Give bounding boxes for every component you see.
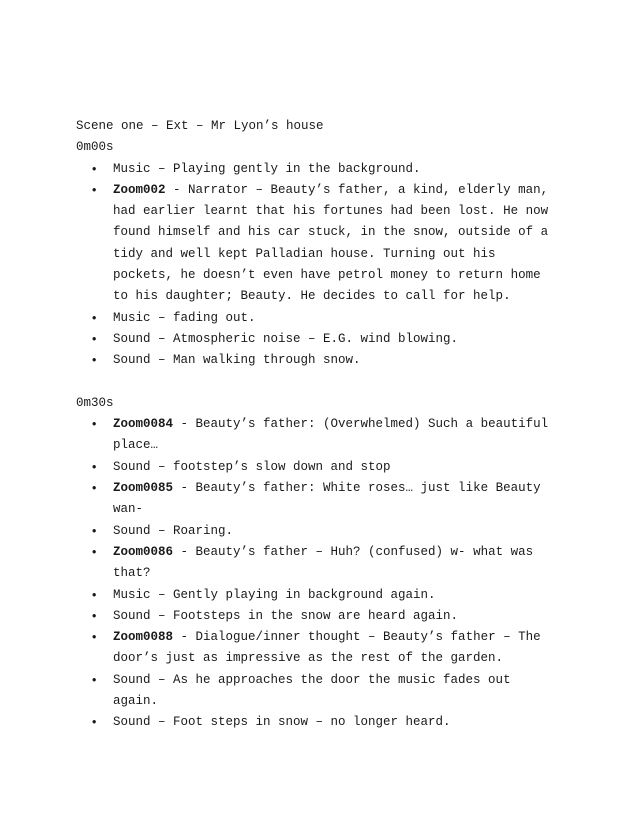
script-content <box>76 116 576 734</box>
cue-line: to his daughter; Beauty. He decides to call for help. <box>113 289 511 304</box>
bullet-icon: • <box>92 353 97 368</box>
cue-line: wan- <box>113 502 144 517</box>
cue-item <box>76 542 576 585</box>
cue-item <box>76 478 576 521</box>
shot-code: Zoom002 <box>113 182 166 197</box>
cue-line: had earlier learnt that his fortunes had been lost. He now <box>113 204 549 219</box>
cue-item <box>76 585 576 606</box>
cue-line: Sound – footstep’s slow down and stop <box>113 459 391 474</box>
bullet-icon: • <box>92 672 97 687</box>
cue-item <box>76 457 576 478</box>
cue-line: that? <box>113 566 151 581</box>
shot-code: Zoom0084 <box>113 417 174 432</box>
bullet-icon: • <box>92 608 97 623</box>
cue-line: Music – fading out. <box>113 310 256 325</box>
cue-line: door’s just as impressive as the rest of the garden. <box>113 651 504 666</box>
bullet-icon: • <box>92 331 97 346</box>
bullet-icon: • <box>92 417 97 432</box>
cue-item <box>76 670 576 713</box>
cue-line: found himself and his car stuck, in the snow, outside of a <box>113 225 549 240</box>
bullet-icon: • <box>92 161 97 176</box>
bullet-icon: • <box>92 587 97 602</box>
cue-line: Sound – Man walking through snow. <box>113 353 361 368</box>
bullet-icon: • <box>92 481 97 496</box>
cue-item <box>76 627 576 670</box>
shot-code: Zoom0088 <box>113 630 174 645</box>
cue-item <box>76 521 576 542</box>
cue-item <box>76 180 576 308</box>
cue-item <box>76 159 576 180</box>
cue-line: tidy and well kept Palladian house. Turning out his <box>113 246 496 261</box>
bullet-icon: • <box>92 715 97 730</box>
bullet-icon: • <box>92 310 97 325</box>
timestamp: 0m30s <box>76 395 114 410</box>
cue-list <box>76 414 576 733</box>
cue-item <box>76 712 576 733</box>
cue-item <box>76 329 576 350</box>
cue-item <box>76 414 576 457</box>
cue-line: Sound – Footsteps in the snow are heard again. <box>113 608 459 623</box>
cue-line: Music – Gently playing in background again. <box>113 587 436 602</box>
cue-line: pockets, he doesn’t even have petrol money to return home <box>113 268 541 283</box>
cue-line: place… <box>113 438 159 453</box>
cue-line: Sound – Atmospheric noise – E.G. wind blowing. <box>113 331 459 346</box>
cue-line: Zoom0088 - Dialogue/inner thought – Beauty’s father – The <box>113 630 541 645</box>
bullet-icon: • <box>92 459 97 474</box>
cue-item <box>76 350 576 371</box>
cue-line: Zoom002 - Narrator – Beauty’s father, a kind, elderly man, <box>113 182 549 197</box>
sections <box>76 137 576 733</box>
cue-line: Sound – As he approaches the door the music fades out <box>113 672 511 687</box>
bullet-icon: • <box>92 523 97 538</box>
timestamp: 0m00s <box>76 140 114 155</box>
cue-line: Music – Playing gently in the background. <box>113 161 421 176</box>
cue-line: Sound – Foot steps in snow – no longer heard. <box>113 715 451 730</box>
scene-heading: Scene one – Ext – Mr Lyon’s house <box>76 119 324 133</box>
bullet-icon: • <box>92 182 97 197</box>
bullet-icon: • <box>92 544 97 559</box>
cue-item <box>76 606 576 627</box>
bullet-icon: • <box>92 630 97 645</box>
shot-code: Zoom0086 <box>113 544 174 559</box>
cue-item <box>76 308 576 329</box>
section-spacer <box>76 372 576 393</box>
cue-line: again. <box>113 694 159 709</box>
cue-line: Zoom0086 - Beauty’s father – Huh? (confused) w- what was <box>113 544 534 559</box>
cue-line: Zoom0084 - Beauty’s father: (Overwhelmed) Such a beautiful <box>113 417 549 432</box>
cue-line: Zoom0085 - Beauty’s father: White roses… just like Beauty <box>113 481 541 496</box>
cue-line: Sound – Roaring. <box>113 523 234 538</box>
shot-code: Zoom0085 <box>113 481 174 496</box>
cue-list <box>76 159 576 372</box>
